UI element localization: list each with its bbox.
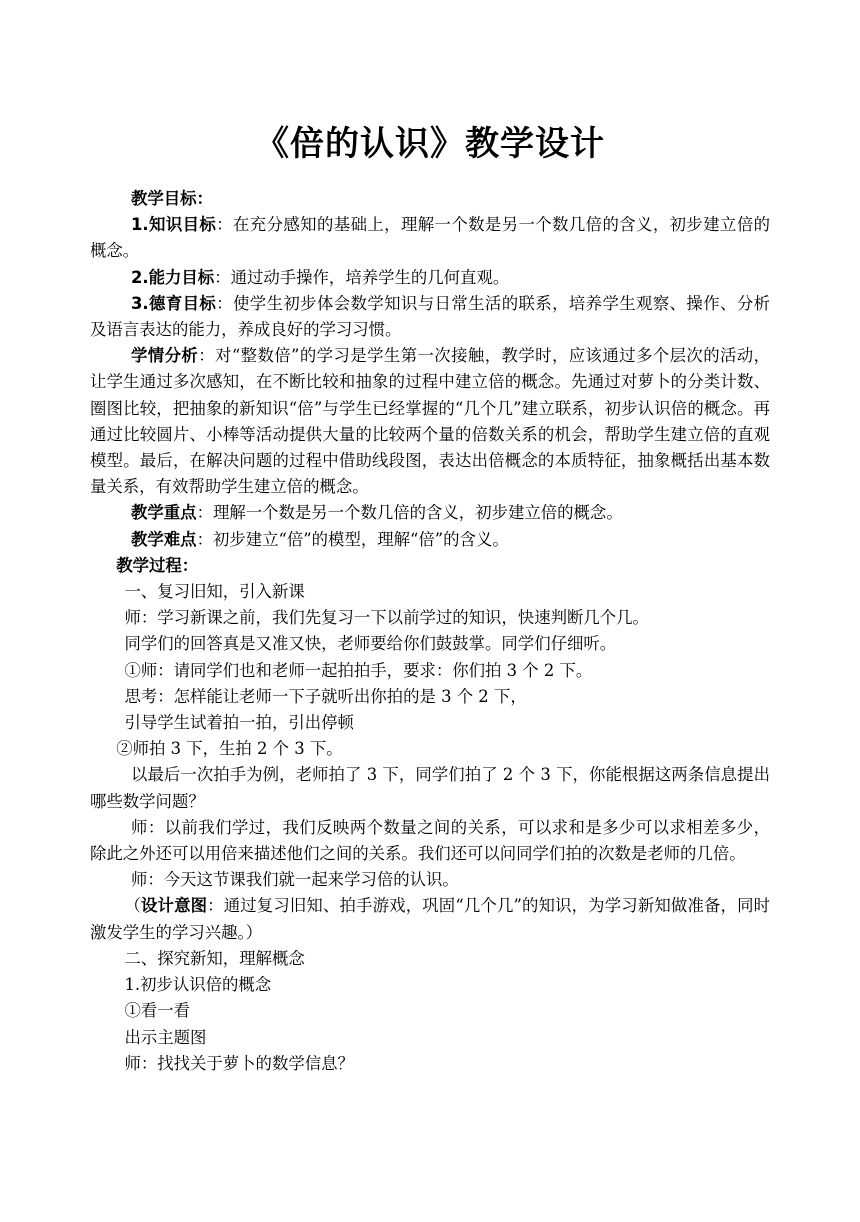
learning-analysis: [90, 343, 770, 500]
paragraph: ②师拍 3 下，生拍 2 个 3 下。: [116, 739, 343, 759]
difficulty-label: 教学难点: [131, 529, 197, 549]
goal-1-text: ：在充分感知的基础上，理解一个数是另一个数几倍的含义，初步建立倍的概念。: [90, 215, 770, 261]
keypoint-text: ：理解一个数是另一个数几倍的含义，初步建立倍的概念。: [196, 503, 623, 523]
paragraph: 同学们的回答真是又准又快，老师要给你们鼓鼓掌。同学们仔细听。: [124, 634, 617, 654]
page-title: 《倍的认识》教学设计: [255, 124, 605, 164]
goals-heading: [90, 186, 770, 212]
design-intent-label: 设计意图: [140, 896, 208, 916]
paragraph: 思考：怎样能让老师一下子就听出你拍的是 3 个 2 下，: [124, 686, 527, 706]
section-heading-1: 一、复习旧知，引入新课: [124, 582, 305, 602]
paragraph: ①师：请同学们也和老师一起拍拍手，要求：你们拍 3 个 2 下。: [124, 660, 593, 680]
design-intent-text: ：通过复习旧知、拍手游戏，巩固“几个几”的知识，为学习新知做准备，同时激发学生的学习兴趣。）: [90, 896, 771, 942]
section-heading-2: 二、探究新知，理解概念: [124, 948, 305, 968]
analysis-text: ：对“整数倍”的学习是学生第一次接触，教学时，应该通过多个层次的活动，让学生通过多次感知，在不断比较和抽象的过程中建立倍的概念。先通过对萝卜的分类计数、圈图比较，把抽象的新知识“倍”与学生已经掌握的“几个几”建立联系，初步认识倍的概念。再通过比较圆片、小棒等活动提供大量的比较两个量的倍数关系的机会，帮助学生建立倍的直观模型。最后，在解决问题的过程中借助线段图，表达出倍概念的本质特征，抽象概括出基本数量关系，有效帮助学生建立倍的概念。: [90, 346, 771, 497]
process-heading-text: 教学过程：: [116, 555, 199, 575]
analysis-label: 学情分析: [131, 346, 199, 366]
keypoint-label: 教学重点: [131, 503, 197, 523]
document-body: [90, 186, 770, 1077]
goal-1-label: 1.知识目标: [131, 215, 217, 235]
paragraph: 出示主题图: [124, 1027, 207, 1047]
design-intent: [90, 893, 770, 945]
goal-1: [90, 212, 770, 264]
goals-heading-text: 教学目标：: [131, 189, 213, 208]
paragraph: 引导学生试着拍一拍，引出停顿: [124, 713, 354, 733]
design-intent-open: （: [124, 896, 141, 916]
teaching-keypoint: [90, 500, 770, 526]
difficulty-text: ：初步建立“倍”的模型，理解“倍”的含义。: [196, 529, 509, 549]
process-heading: [90, 553, 770, 579]
paragraph: 师：学习新课之前，我们先复习一下以前学过的知识，快速判断几个几。: [124, 608, 649, 628]
paragraph: 以最后一次拍手为例，老师拍了 3 下，同学们拍了 2 个 3 下，你能根据这两条信息提出哪些数学问题？: [90, 765, 770, 811]
goal-2-text: ：通过动手操作，培养学生的几何直观。: [214, 267, 510, 287]
goal-2-label: 2.能力目标: [131, 267, 215, 287]
goal-3: [90, 291, 770, 343]
goal-3-label: 3.德育目标: [131, 293, 217, 313]
goal-3-text: ：使学生初步体会数学知识与日常生活的联系，培养学生观察、操作、分析及语言表达的能力，养成良好的学习习惯。: [90, 293, 770, 340]
paragraph: ①看一看: [124, 1001, 190, 1021]
subsection-heading: 1.初步认识倍的概念: [124, 975, 272, 995]
paragraph: 师：今天这节课我们就一起来学习倍的认识。: [131, 870, 459, 890]
paragraph: 师：以前我们学过，我们反映两个数量之间的关系，可以求和是多少可以求相差多少，除此之外还可以用倍来描述他们之间的关系。我们还可以问同学们拍的次数是老师的几倍。: [90, 817, 770, 864]
paragraph: 师：找找关于萝卜的数学信息？: [124, 1053, 354, 1073]
goal-2: [90, 265, 770, 291]
teaching-difficulty: [90, 527, 770, 553]
